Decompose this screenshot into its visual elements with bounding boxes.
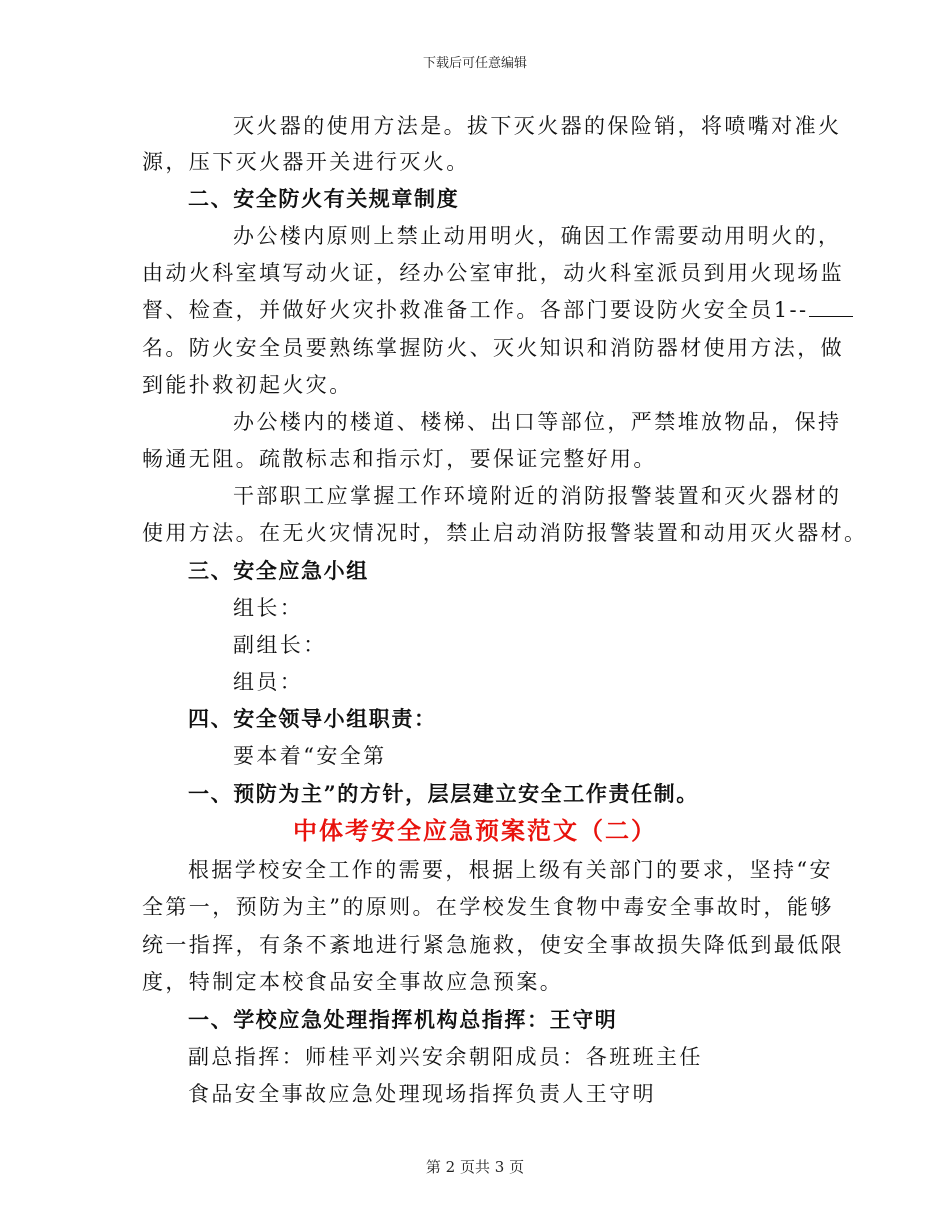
paragraph-line: 要本着“安全第 <box>233 744 387 768</box>
paragraph-line: 办公楼内原则上禁止动用明火，确因工作需要动用明火的， <box>233 224 842 248</box>
leader-label: 组长： <box>233 596 304 620</box>
paragraph-line: 源，压下灭火器开关进行灭火。 <box>142 150 470 174</box>
members-label: 组员： <box>233 670 304 694</box>
paragraph-line: 畅通无阻。疏散标志和指示灯，要保证完整好用。 <box>142 447 657 471</box>
paragraph-line: 使用方法。在无火灾情况时，禁止启动消防报警装置和动用灭火器材。 <box>142 521 868 545</box>
paragraph-line: 副总指挥：师桂平刘兴安余朝阳成员：各班班主任 <box>188 1045 703 1069</box>
paragraph-line: 名。防火安全员要熟练掌握防火、灭火知识和消防器材使用方法，做 <box>142 336 844 360</box>
paragraph-line: 办公楼内的楼道、楼梯、出口等部位，严禁堆放物品，保持 <box>233 410 842 434</box>
page-header: 下载后可任意编辑 <box>422 56 527 71</box>
section-heading: 四、安全领导小组职责： <box>188 706 437 731</box>
fill-blank <box>809 298 853 317</box>
paragraph-line: 灭火器的使用方法是。拔下灭火器的保险销，将喷嘴对准火 <box>233 114 842 138</box>
paragraph-line: 度，特制定本校食品安全事故应急预案。 <box>142 970 564 994</box>
section-heading: 一、预防为主”的方针，层层建立安全工作责任制。 <box>188 781 699 806</box>
document-title: 中体考安全应急预案范文（二） <box>293 816 657 845</box>
paragraph-line <box>142 296 853 324</box>
paragraph-line: 由动火科室填写动火证，经办公室审批，动火科室派员到用火现场监 <box>142 261 844 285</box>
paragraph-line: 根据学校安全工作的需要，根据上级有关部门的要求，坚持“安 <box>188 858 833 882</box>
paragraph-text: 督、检查，并做好火灾扑救准备工作。各部门要设防火安全员1-- <box>142 298 809 322</box>
paragraph-line: 统一指挥，有条不紊地进行紧急施救，使安全事故损失降低到最低限 <box>142 933 844 957</box>
section-heading: 三、安全应急小组 <box>188 558 369 583</box>
deputy-label: 副组长： <box>233 633 327 657</box>
paragraph-line: 到能扑救初起火灾。 <box>142 373 353 397</box>
page-footer: 第 2 页共 3 页 <box>425 1158 525 1176</box>
section-heading: 一、学校应急处理指挥机构总指挥：王守明 <box>188 1007 618 1032</box>
section-heading: 二、安全防火有关规章制度 <box>188 186 460 211</box>
paragraph-line: 全第一，预防为主”的原则。在学校发生食物中毒安全事故时，能够 <box>142 895 834 919</box>
paragraph-line: 干部职工应掌握工作环境附近的消防报警装置和灭火器材的 <box>233 484 842 508</box>
paragraph-line: 食品安全事故应急处理现场指挥负责人王守明 <box>188 1082 656 1106</box>
